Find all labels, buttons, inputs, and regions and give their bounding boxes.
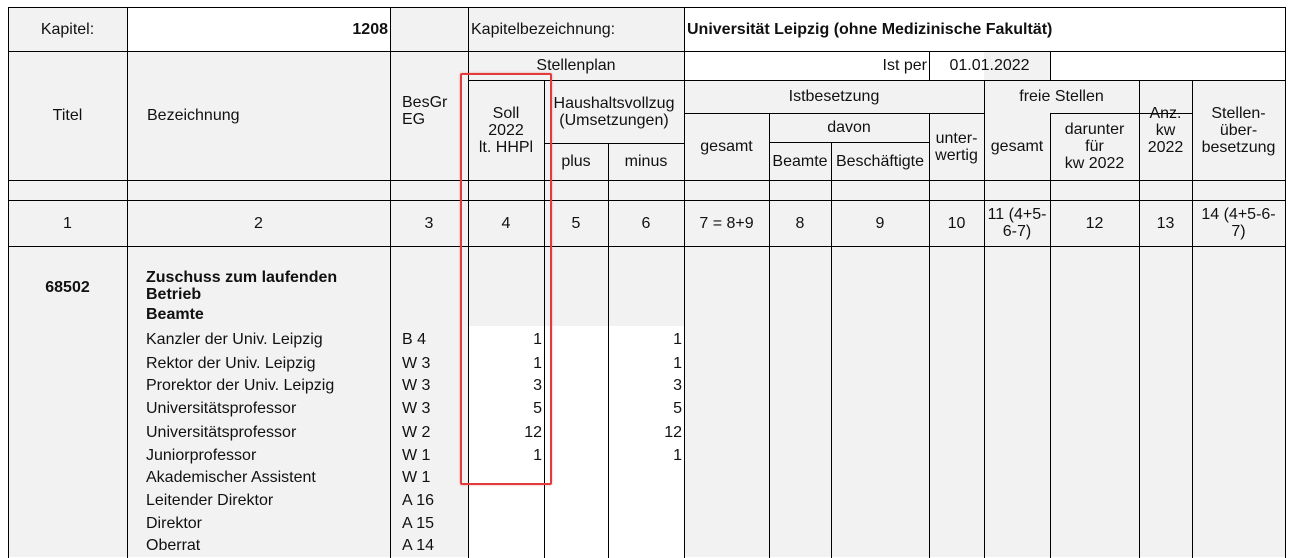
row-besgr: W 3 [402, 354, 431, 372]
header-haushaltsvollzug: Haushaltsvollzug (Umsetzungen) [553, 94, 675, 129]
header-ist-gesamt: gesamt [700, 138, 753, 155]
row-soll: 1 [533, 354, 542, 372]
row-soll [468, 513, 544, 533]
stellenplan-header: Stellenplan [536, 57, 616, 74]
column-number-12: 12 [1085, 214, 1104, 232]
row-bezeichnung: Juniorprofessor [146, 446, 257, 464]
header-stellenueberbesetzung: Stellen- über- besetzung [1201, 104, 1276, 156]
row-besgr: B 4 [402, 330, 427, 348]
header-unterwertig: unter- wertig [935, 129, 978, 164]
row-minus [608, 490, 684, 510]
column-number-10: 10 [947, 214, 966, 232]
header-beschaeftigte: Beschäftigte [835, 152, 925, 170]
row-bezeichnung: Rektor der Univ. Leipzig [146, 354, 316, 372]
column-number-7: 7 = 8+9 [699, 214, 754, 232]
grid-line-right [1285, 7, 1286, 558]
row-minus: 3 [673, 376, 682, 394]
column-number-5: 5 [571, 214, 581, 232]
row-besgr: W 1 [402, 446, 431, 464]
column-number-13: 13 [1156, 214, 1175, 232]
header-beamte: Beamte [772, 152, 828, 170]
subgroup-beamte: Beamte [146, 306, 204, 323]
column-number-8: 8 [795, 214, 805, 232]
row-bezeichnung: Universitätsprofessor [146, 399, 297, 417]
row-minus [608, 467, 684, 487]
kapitelbezeichnung-value: Universität Leipzig (ohne Medizinische Fakultät) [687, 20, 1053, 38]
ist-per-label: Ist per [882, 57, 927, 74]
header-istbesetzung: Istbesetzung [788, 88, 880, 105]
row-soll: 1 [533, 330, 542, 348]
grid-line-ist-per-date-right [1050, 51, 1051, 81]
header-davon: davon [827, 119, 871, 136]
ist-per-trailing-fill [1050, 51, 1285, 80]
grid-line-number-row-bottom [8, 246, 1286, 247]
row-bezeichnung: Universitätsprofessor [146, 423, 297, 441]
kapitel-label: Kapitel: [40, 20, 95, 38]
column-number-14: 14 (4+5-6- 7) [1201, 206, 1276, 240]
header-minus: minus [624, 153, 668, 170]
column-number-2: 2 [254, 214, 263, 232]
row-minus: 1 [673, 330, 682, 348]
column-number-9: 9 [875, 214, 885, 232]
header-freie-stellen: freie Stellen [1019, 88, 1104, 105]
row-soll: 5 [533, 399, 542, 417]
kapitel-number: 1208 [352, 20, 388, 38]
column-number-1: 1 [63, 214, 72, 232]
group-titel-number: 68502 [45, 278, 90, 296]
row-minus: 1 [673, 354, 682, 372]
header-frei-gesamt: gesamt [990, 138, 1044, 155]
column-number-3: 3 [424, 214, 434, 232]
group-name: Zuschuss zum laufenden Betrieb [146, 269, 338, 303]
row-besgr: A 14 [402, 536, 435, 554]
row-bezeichnung: Kanzler der Univ. Leipzig [146, 330, 323, 348]
row-soll: 3 [533, 376, 542, 394]
column-number-4: 4 [501, 214, 511, 232]
header-soll-2022: Soll 2022 lt. HHPl [478, 104, 534, 156]
row-besgr: W 3 [402, 376, 431, 394]
header-darunter-kw: darunter für kw 2022 [1064, 121, 1125, 172]
ist-per-date: 01.01.2022 [949, 57, 1030, 74]
column-number-11: 11 (4+5- 6-7) [987, 206, 1047, 240]
row-besgr: W 3 [402, 399, 431, 417]
row-bezeichnung: Akademischer Assistent [146, 468, 316, 486]
row-bezeichnung: Direktor [146, 514, 203, 532]
row-bezeichnung: Leitender Direktor [146, 491, 274, 509]
row-besgr: A 15 [402, 514, 435, 532]
row-soll: 12 [524, 423, 542, 441]
row-soll: 1 [533, 446, 542, 464]
header-bezeichnung: Bezeichnung [147, 107, 240, 124]
row-besgr: W 2 [402, 423, 431, 441]
row-soll [468, 467, 544, 487]
row-minus: 5 [673, 399, 682, 417]
row-minus: 12 [664, 423, 682, 441]
row-soll [468, 535, 544, 555]
header-anz-kw: Anz. kw 2022 [1147, 104, 1184, 156]
grid-line-header-bottom [8, 180, 1286, 181]
header-plus: plus [561, 153, 591, 170]
kapitelbezeichnung-label: Kapitelbezeichnung: [471, 20, 616, 38]
row-bezeichnung: Prorektor der Univ. Leipzig [146, 376, 335, 394]
header-titel: Titel [52, 107, 83, 124]
column-number-6: 6 [641, 214, 651, 232]
row-soll [468, 490, 544, 510]
row-minus [608, 535, 684, 555]
row-besgr: W 1 [402, 468, 431, 486]
row-bezeichnung: Oberrat [146, 536, 201, 554]
row-besgr: A 16 [402, 491, 435, 509]
row-minus [608, 513, 684, 533]
row-minus: 1 [673, 446, 682, 464]
header-besgr: BesGr EG [402, 93, 448, 128]
